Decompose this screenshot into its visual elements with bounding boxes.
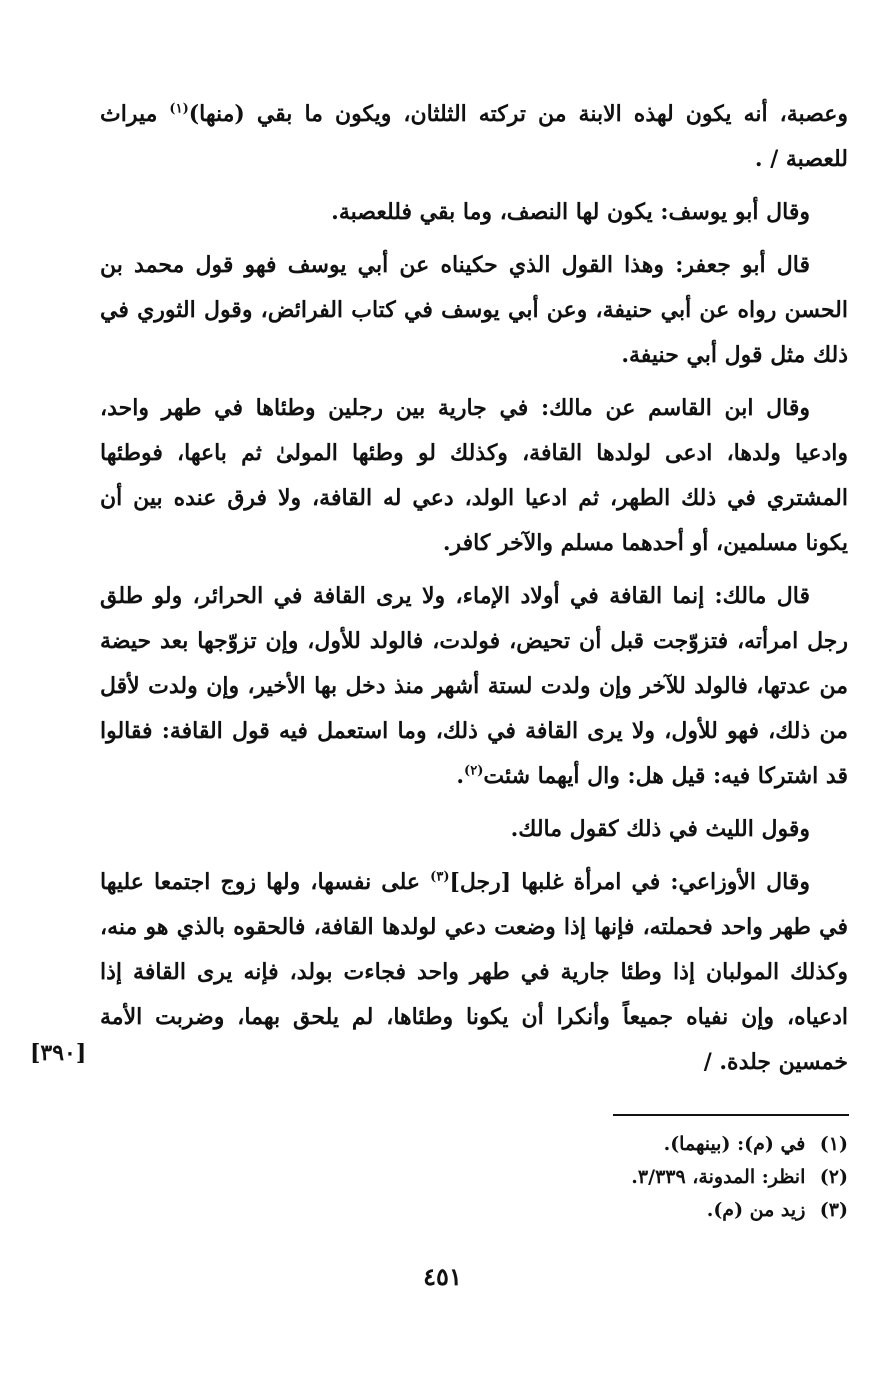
paragraph-7-text: وقال الأوزاعي: في امرأة غلبها [رجل] (449, 869, 810, 895)
footnote-text: في (م): (بينهما). (663, 1133, 806, 1155)
paragraph-7-tail: على نفسها، ولها زوج اجتمعا عليها في طهر واحد فحملته، فإنها إذا وضعت دعي لولدها القافة، فالحقوه بالذي هو منه، وكذلك المولبان إذا وطئا جارية في طهر واحد فجاءت بولد، فإنه يرى القافة إذا ادعياه، وإن نفياه جميعاً وأنكرا أن يكونا وطئاها، لم يلحق بهما، وضربت الأمة خمسين جلدة. / (100, 869, 848, 1075)
footnote-text: زيد من (م). (706, 1199, 806, 1221)
paragraph-5 (100, 574, 848, 799)
footnote-number: (٢) (819, 1166, 848, 1188)
footnotes (300, 1128, 848, 1227)
footnote-3 (300, 1194, 848, 1227)
paragraph-7 (100, 860, 848, 1085)
footnote-1 (300, 1128, 848, 1161)
paragraph-2: وقال أبو يوسف: يكون لها النصف، وما بقي فللعصبة. (331, 199, 810, 225)
margin-page-reference: [٣٩٠] (30, 1040, 87, 1066)
main-text (100, 92, 848, 1093)
footnote-text: انظر: المدونة، ٣/٣٣٩. (631, 1166, 806, 1188)
page-number: ٤٥١ (423, 1262, 462, 1291)
footnote-number: (٣) (819, 1199, 848, 1221)
paragraph-1-text: وعصبة، أنه يكون لهذه الابنة من تركته الثلثان، ويكون ما بقي (منها) (188, 101, 849, 127)
footnote-ref-3[interactable]: (٣) (430, 869, 450, 885)
paragraph-5-tail: . (456, 763, 465, 789)
paragraph-1-tail: ميراث للعصبة / . (100, 101, 848, 172)
footnote-ref-1[interactable]: (١) (169, 101, 189, 117)
footnote-ref-2[interactable]: (٢) (464, 763, 484, 779)
footnote-number: (١) (819, 1133, 848, 1155)
footnote-2 (300, 1161, 848, 1194)
paragraph-1 (100, 92, 848, 182)
footnote-divider (613, 1114, 849, 1116)
paragraph-3: قال أبو جعفر: وهذا القول الذي حكيناه عن أبي يوسف فهو قول محمد بن الحسن رواه عن أبي حنيفة، وعن أبي يوسف في كتاب الفرائض، وقول الثوري في ذلك مثل قول أبي حنيفة. (100, 252, 848, 368)
paragraph-5-text: قال مالك: إنما القافة في أولاد الإماء، ولا يرى القافة في الحرائر، ولو طلق رجل امرأته، فتزوّجت قبل أن تحيض، فولدت، فالولد للأول، وإن تزوّجها بعد حيضة من عدتها، فالولد للآخر وإن ولدت لستة أشهر منذ دخل بها الأخير، وإن ولدت لأقل من ذلك، فهو للأول، ولا يرى القافة في ذلك، وما استعمل فيه قول القافة: فقالوا قد اشتركا فيه: قيل هل: وال أيهما شئت (100, 583, 848, 789)
paragraph-6: وقول الليث في ذلك كقول مالك. (510, 816, 810, 842)
paragraph-4: وقال ابن القاسم عن مالك: في جارية بين رجلين وطئاها في طهر واحد، وادعيا ولدها، ادعى لولدها القافة، وكذلك لو وطئها المولىٰ ثم باعها، فوطئها المشتري في ذلك الطهر، ثم ادعيا الولد، دعي له القافة، ولا فرق عنده بين أن يكونا مسلمين، أو أحدهما مسلم والآخر كافر. (100, 395, 848, 556)
